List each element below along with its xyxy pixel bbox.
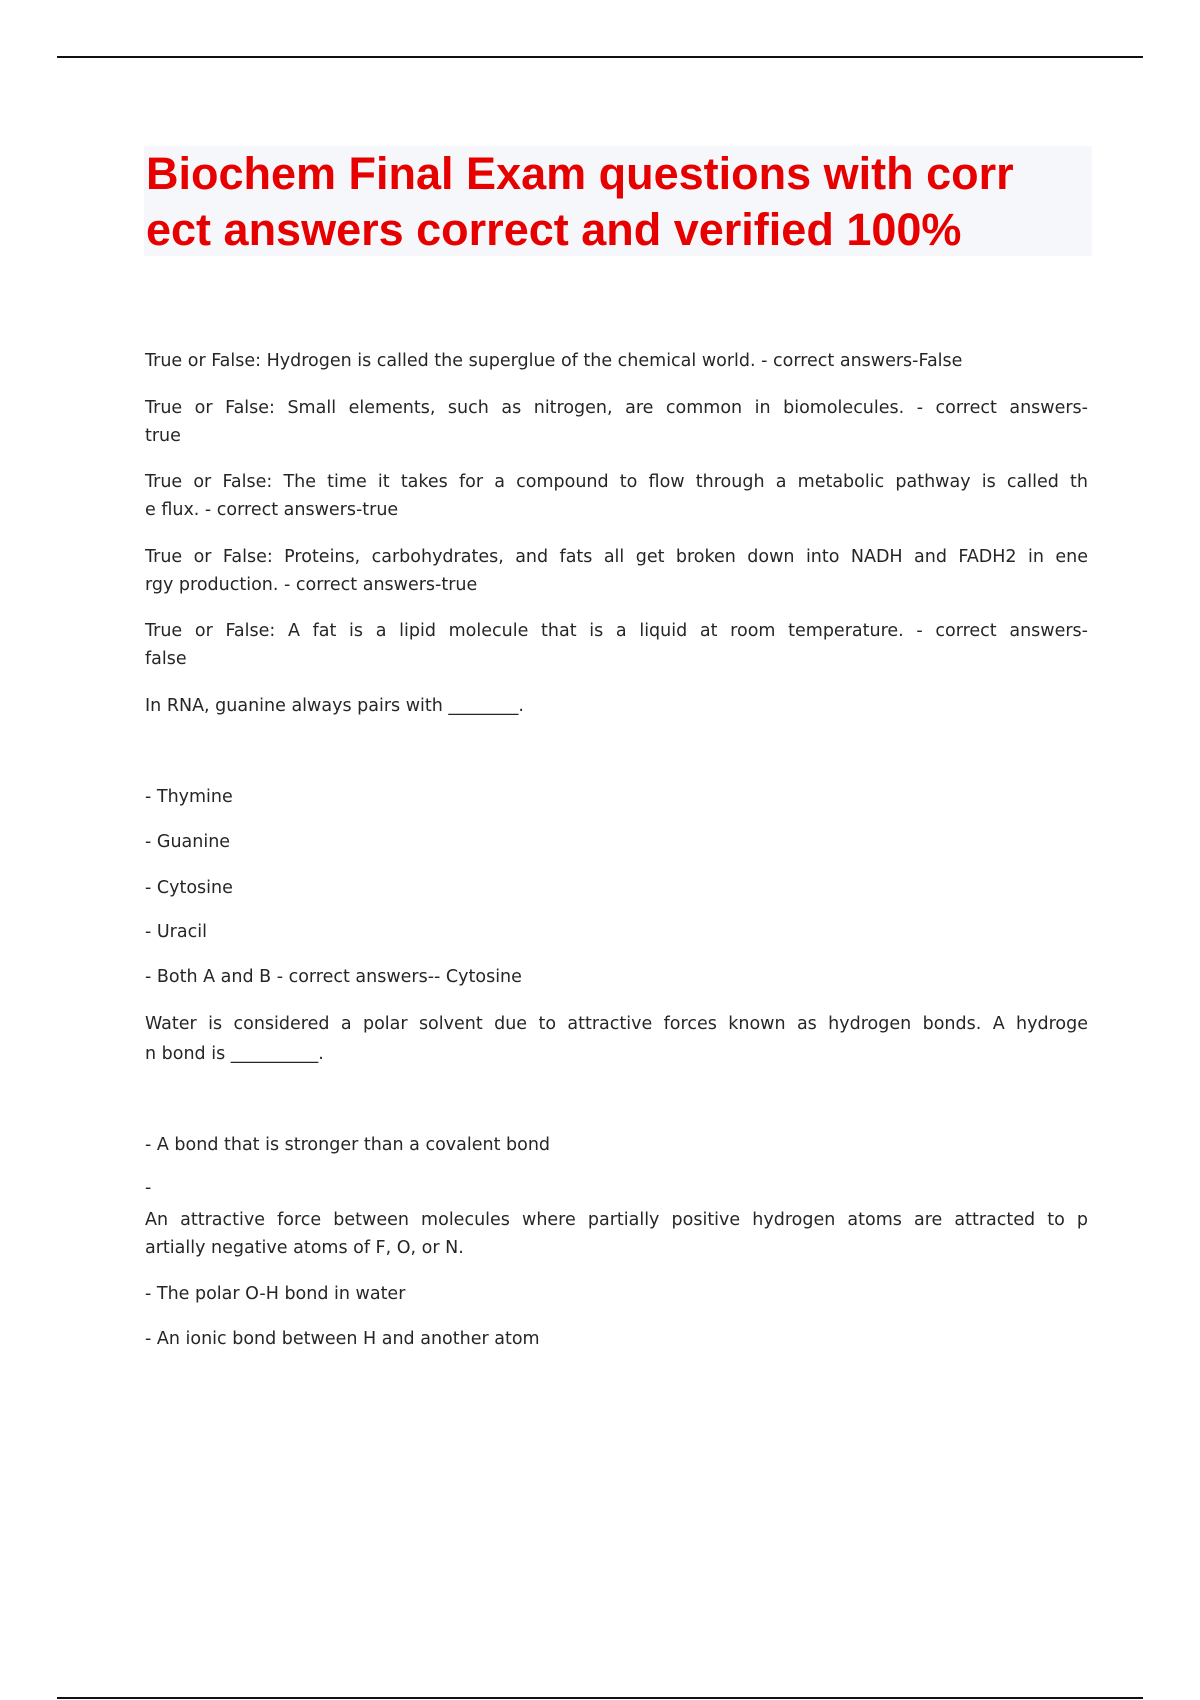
page-title-line-1: Biochem Final Exam questions with corr [146,148,1014,199]
question-6-option: - Uracil [145,922,207,942]
title-box [144,146,1092,256]
question-7-option: - A bond that is stronger than a covalent bond [145,1135,551,1155]
question-6-option: - Thymine [145,787,233,807]
page-title-line-2: ect answers correct and verified 100% [146,204,962,255]
question-7-line-1: Water is considered a polar solvent due to attractive forces known as hydrogen bonds. A hydroge [145,1014,1088,1034]
question-7-option-line-2: artially negative atoms of F, O, or N. [145,1238,464,1258]
question-3-line-2: e flux. - correct answers-true [145,500,399,520]
question-2-line-2: true [145,426,181,446]
question-6-option: - Guanine [145,832,231,852]
question-3-line-1: True or False: The time it takes for a compound to flow through a metabolic pathway is called th [145,472,1088,492]
question-1: True or False: Hydrogen is called the superglue of the chemical world. - correct answers-False [145,351,963,371]
question-5-line-1: True or False: A fat is a lipid molecule that is a liquid at room temperature. - correct answers- [145,621,1088,641]
bottom-rule [57,1697,1143,1699]
question-7-option: - The polar O-H bond in water [145,1284,406,1304]
question-6: In RNA, guanine always pairs with ________. [145,696,524,716]
question-2-line-1: True or False: Small elements, such as nitrogen, are common in biomolecules. - correct answers- [145,398,1088,418]
question-4-line-1: True or False: Proteins, carbohydrates, and fats all get broken down into NADH and FADH2 in ene [145,547,1088,567]
question-7-option-dash: - [145,1178,152,1198]
question-6-answer: - Both A and B - correct answers-- Cytosine [145,967,522,987]
question-6-option: - Cytosine [145,878,233,898]
question-4-line-2: rgy production. - correct answers-true [145,575,478,595]
question-7-line-2: n bond is __________. [145,1044,324,1064]
question-7-option: - An ionic bond between H and another atom [145,1329,540,1349]
question-5-line-2: false [145,649,187,669]
top-rule [57,56,1143,58]
question-7-option-line-1: An attractive force between molecules where partially positive hydrogen atoms are attracted to p [145,1210,1088,1230]
